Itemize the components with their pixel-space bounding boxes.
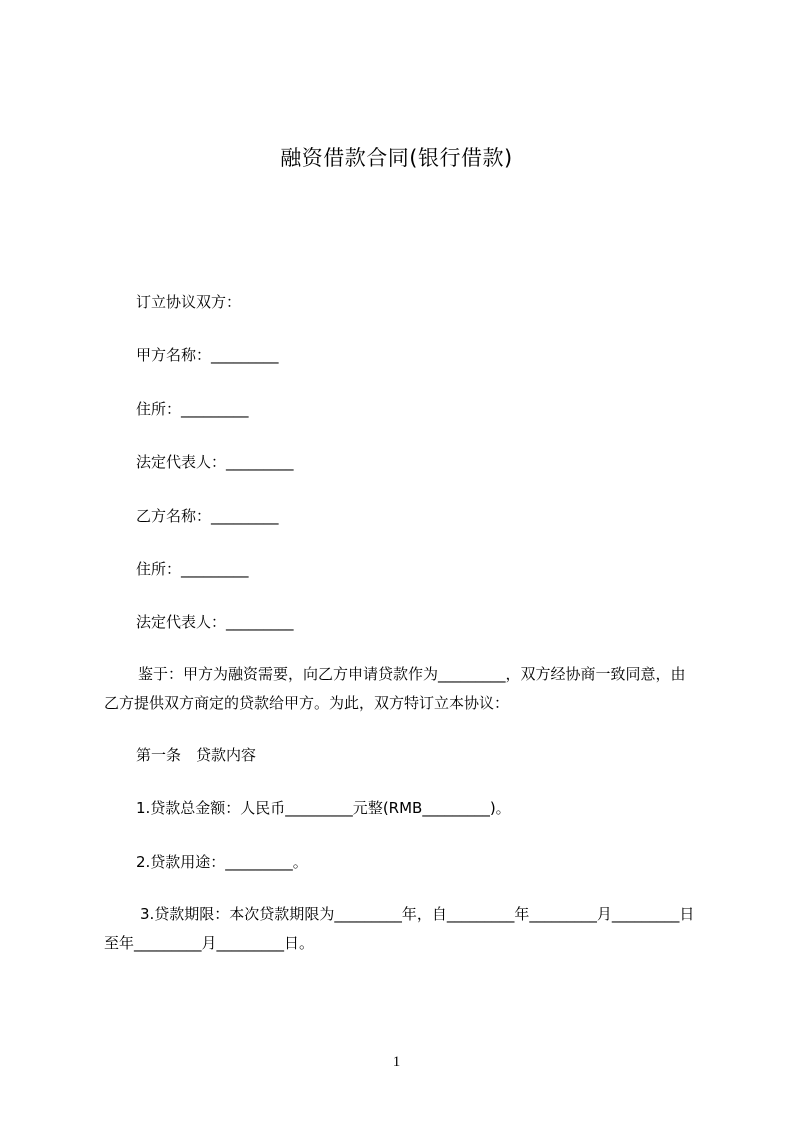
page-number: 1 bbox=[392, 1054, 401, 1070]
recital-paragraph: 鉴于：甲方为融资需要，向乙方申请贷款作为_________，双方经协商一致同意，由乙方提供双方商定的贷款给甲方。为此，双方特订立本协议： bbox=[104, 665, 686, 712]
party-a-address-line: 住所：_________ bbox=[136, 400, 249, 418]
clause-2-loan-purpose: 2.贷款用途：_________。 bbox=[136, 853, 308, 871]
party-b-address-line: 住所：_________ bbox=[136, 560, 249, 578]
article-1-heading: 第一条 贷款内容 bbox=[136, 746, 257, 764]
party-b-representative-line: 法定代表人：_________ bbox=[136, 613, 294, 631]
parties-intro: 订立协议双方： bbox=[136, 293, 242, 311]
party-b-name-line: 乙方名称：_________ bbox=[136, 507, 279, 525]
document-title: 融资借款合同(银行借款) bbox=[280, 146, 513, 170]
party-a-name-line: 甲方名称：_________ bbox=[136, 346, 279, 364]
clause-3-loan-term: 3.贷款期限：本次贷款期限为_________年，自_________年_________月_________日至年_________月_________日。 bbox=[104, 905, 695, 952]
party-a-representative-line: 法定代表人：_________ bbox=[136, 453, 294, 471]
clause-1-loan-amount: 1.贷款总金额：人民币_________元整(RMB_________)。 bbox=[136, 799, 511, 817]
